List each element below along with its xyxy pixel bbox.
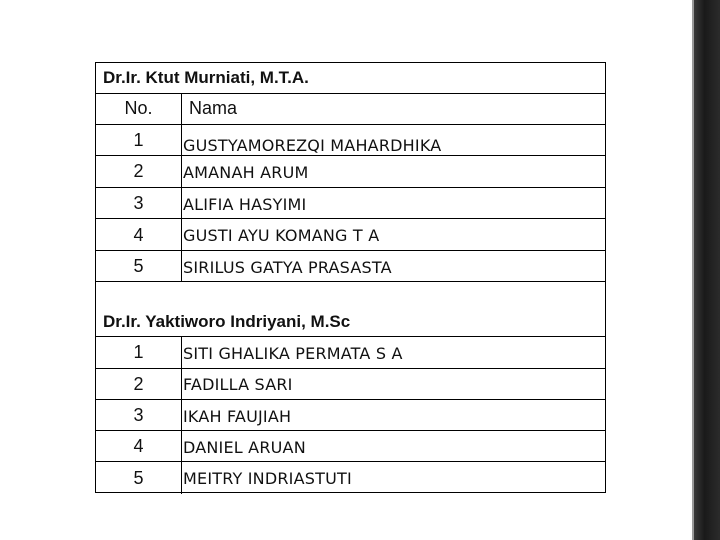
row-number: 1 [133,342,144,362]
row-number: 3 [133,405,144,425]
student-name: MEITRY INDRIASTUTI [183,469,352,488]
row-divider [96,336,605,337]
student-name: GUSTI AYU KOMANG T A [183,226,380,245]
student-name: FADILLA SARI [183,375,293,394]
supervisor-title-1: Dr.Ir. Ktut Murniati, M.T.A. [103,68,309,87]
student-name: SIRILUS GATYA PRASASTA [183,258,392,277]
row-divider [96,461,605,462]
row-number: 1 [133,130,144,150]
row-divider [96,93,605,94]
row-divider [96,399,605,400]
row-number: 4 [133,225,144,245]
row-divider [96,187,605,188]
row-number: 2 [133,374,144,394]
header-name: Nama [189,98,238,118]
student-name: SITI GHALIKA PERMATA S A [183,344,403,363]
row-divider [96,155,605,156]
student-name: ALIFIA HASYIMI [183,195,307,214]
slide-edge-stripe [694,0,720,540]
row-divider [96,250,605,251]
row-number: 5 [133,468,144,488]
row-number: 4 [133,436,144,456]
row-divider [96,368,605,369]
row-divider [96,281,605,282]
header-no: No. [124,98,153,118]
row-number: 5 [133,256,144,276]
row-number: 2 [133,161,144,181]
student-table [95,62,606,493]
student-name: AMANAH ARUM [183,163,309,182]
row-divider [96,124,605,125]
row-divider [96,430,605,431]
row-divider [96,218,605,219]
student-name: DANIEL ARUAN [183,438,306,457]
row-number: 3 [133,193,144,213]
supervisor-title-2: Dr.Ir. Yaktiworo Indriyani, M.Sc [103,312,351,331]
student-name: IKAH FAUJIAH [183,407,292,426]
student-name: GUSTYAMOREZQI MAHARDHIKA [183,136,442,155]
column-divider [181,336,182,494]
